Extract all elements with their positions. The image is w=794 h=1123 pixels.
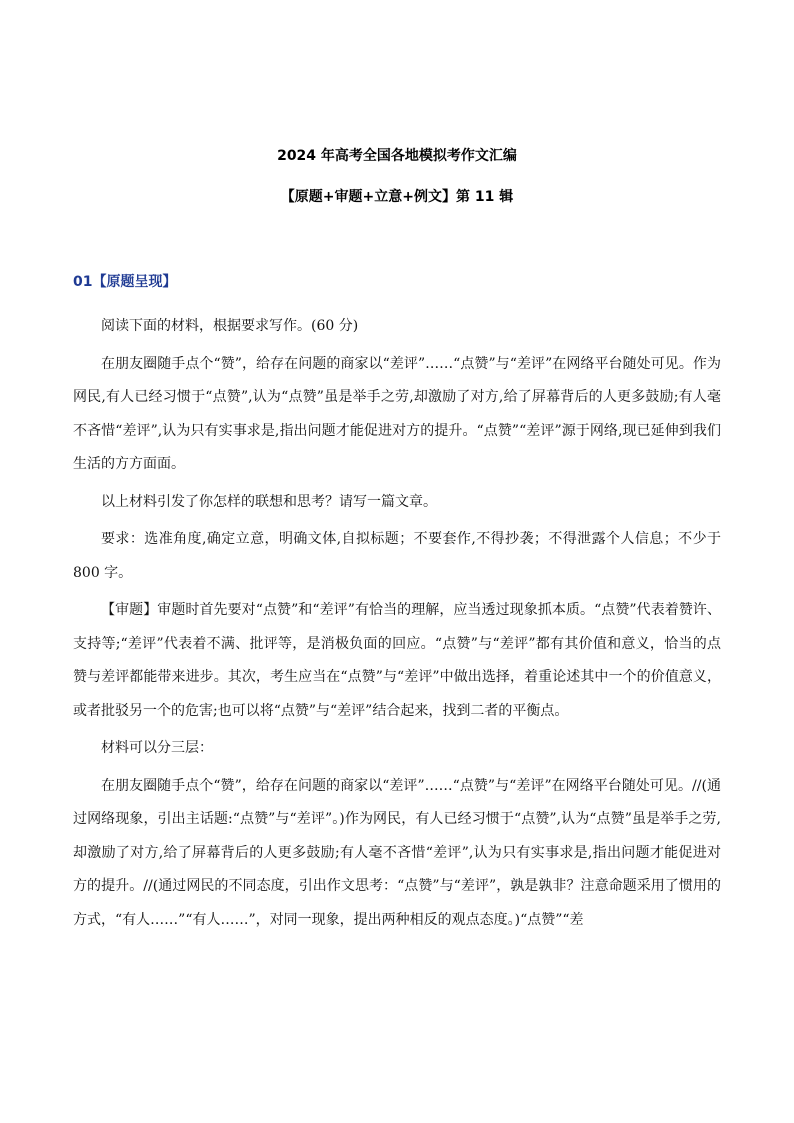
section-heading: 01【原题呈现】	[73, 274, 177, 290]
document-body	[73, 310, 721, 937]
paragraph-requirements: 要求：选准角度,确定立意，明确文体,自拟标题；不要套作,不得抄袭；不得泄露个人信息；不少于 800 字。	[73, 531, 721, 581]
paragraph-layers-detail: 在朋友圈随手点个“赞”，给存在问题的商家以“差评”……“点赞”与“差评”在网络平台随处可见。//(通过网络现象，引出主话题:“点赞”与“差评”。)作为网民，有人已经习惯于“点赞”,认为“点赞”虽是举手之劳,却激励了对方,给了屏幕背后的人更多鼓励;有人毫不吝惜“差评”,认为只有实事求是,指出问题才能促进对方的提升。//(通过网民的不同态度，引出作文思考：“点赞”与“差评”，孰是孰非？注意命题采用了惯用的方式，“有人……”“有人……”，对同一现象，提出两种相反的观点态度。)“点赞”“差	[73, 777, 721, 928]
paragraph-question: 以上材料引发了你怎样的联想和思考？请写一篇文章。	[101, 493, 437, 510]
paragraph-layers-intro: 材料可以分三层：	[101, 740, 213, 756]
document-subtitle: 【原题+审题+立意+例文】第 11 辑	[280, 189, 514, 205]
document-title: 2024 年高考全国各地模拟考作文汇编	[277, 148, 517, 164]
paragraph-material: 在朋友圈随手点个“赞”，给存在问题的商家以“差评”……“点赞”与“差评”在网络平台随处可见。作为网民,有人已经习惯于“点赞”,认为“点赞”虽是举手之劳,却激励了对方,给了屏幕背后的人更多鼓励;有人毫不吝惜“差评”,认为只有实事求是,指出问题才能促进对方的提升。“点赞”“差评”源于网络,现已延伸到我们生活的方方面面。	[73, 355, 721, 472]
paragraph-analysis: 【审题】审题时首先要对“点赞”和“差评”有恰当的理解，应当透过现象抓本质。“点赞”代表着赞许、支持等;“差评”代表着不满、批评等，是消极负面的回应。“点赞”与“差评”都有其价值和意义，恰当的点赞与差评都能带来进步。其次，考生应当在“点赞”与“差评”中做出选择，着重论述其中一个的价值意义，或者批驳另一个的危害;也可以将“点赞”与“差评”结合起来，找到二者的平衡点。	[73, 602, 721, 719]
paragraph-instruction: 阅读下面的材料，根据要求写作。(60 分)	[101, 318, 359, 334]
